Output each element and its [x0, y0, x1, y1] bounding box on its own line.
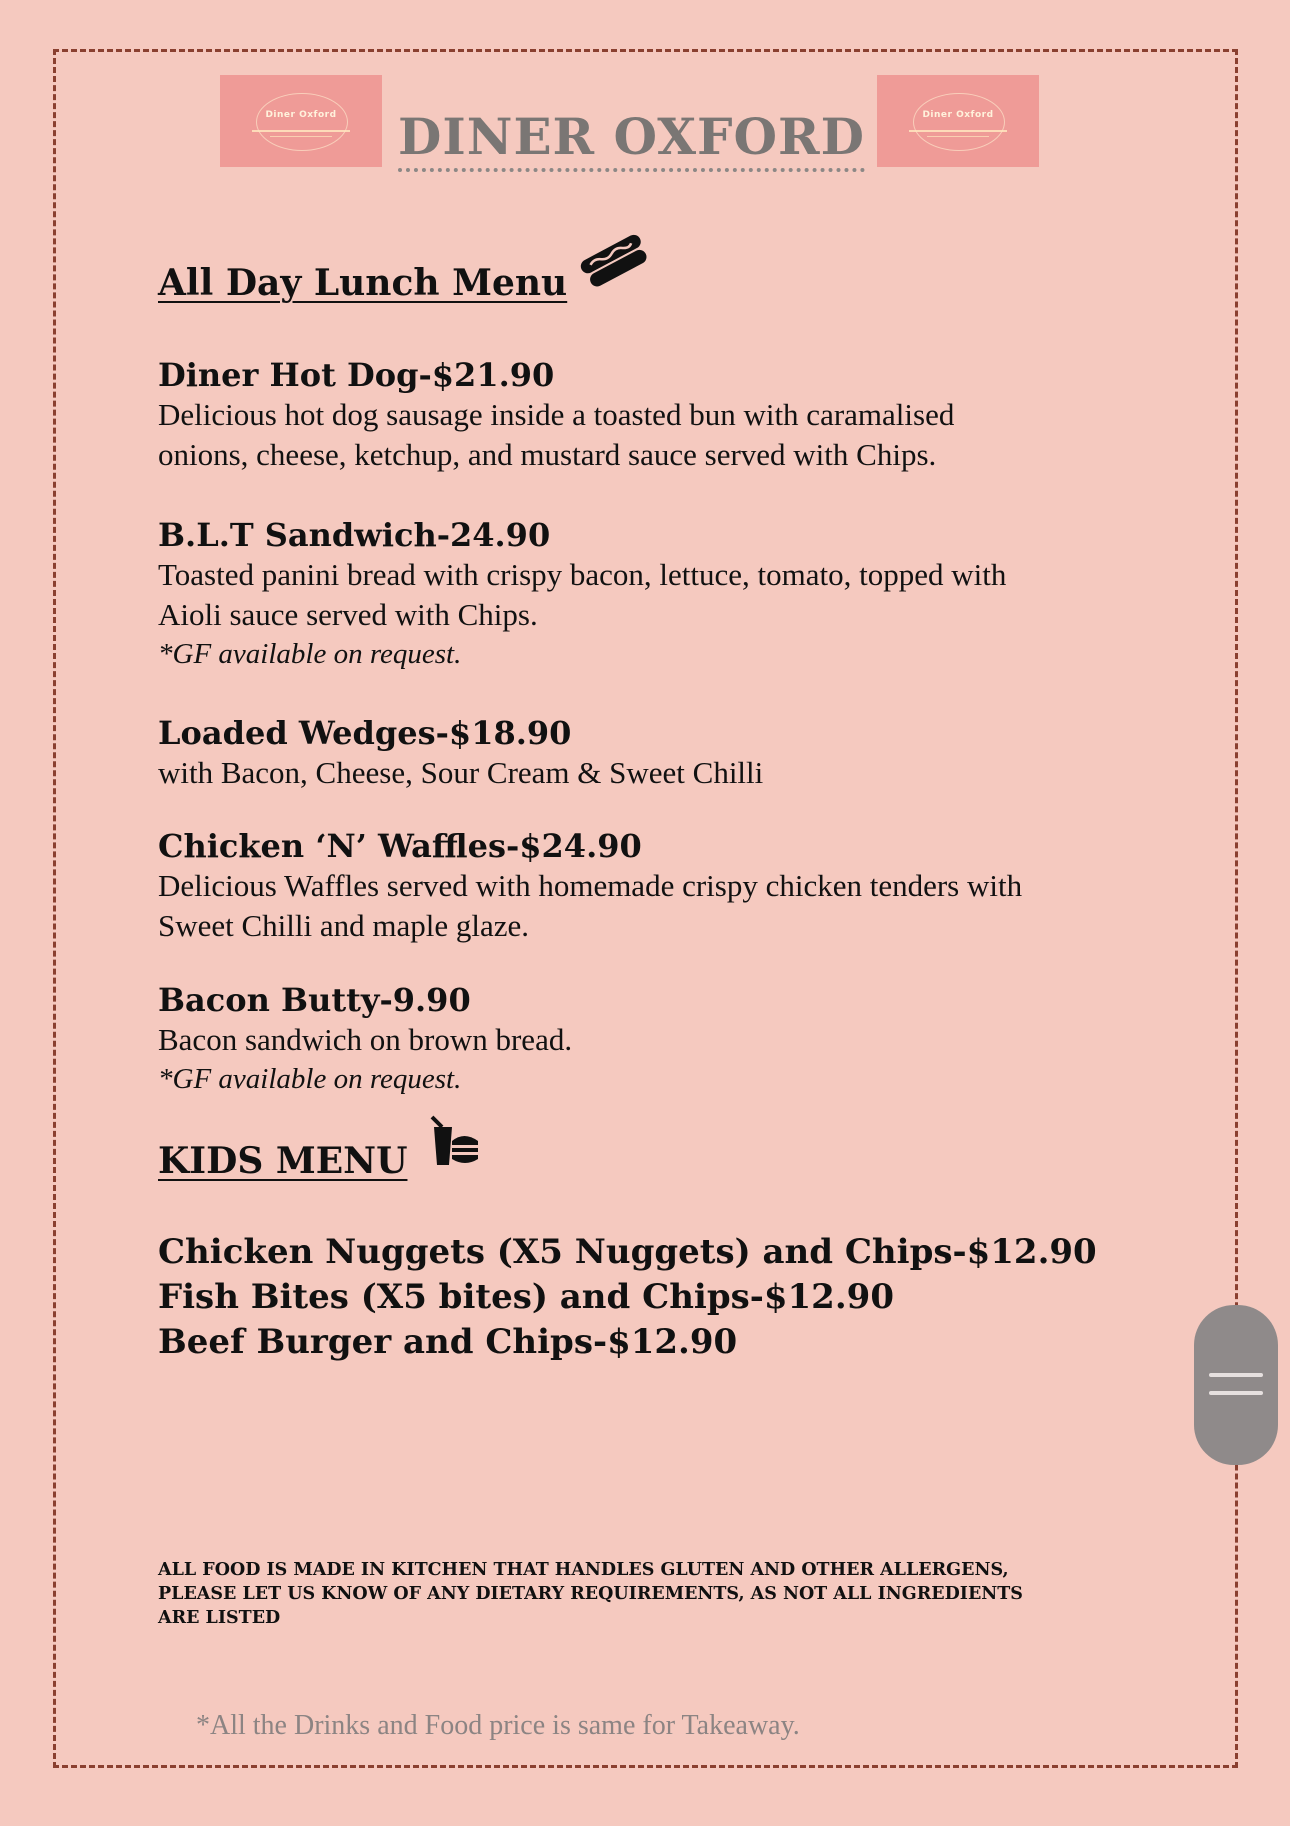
allergen-line: PLEASE LET US KNOW OF ANY DIETARY REQUIREMENTS, AS NOT ALL INGREDIENTS — [158, 1584, 1023, 1604]
logo-tagline-line — [270, 136, 332, 137]
logo-fork-line — [252, 130, 350, 132]
item-description-line: onions, cheese, ketchup, and mustard sauce served with Chips. — [158, 437, 937, 472]
kids-menu-item: Chicken Nuggets (X5 Nuggets) and Chips-$12.90 — [158, 1232, 1097, 1272]
item-description-line: with Bacon, Cheese, Sour Cream & Sweet Chilli — [158, 755, 764, 790]
item-description-line: Delicious Waffles served with homemade crispy chicken tenders with — [158, 868, 1023, 903]
item-note: *GF available on request. — [158, 638, 462, 670]
item-name: B.L.T Sandwich-24.90 — [158, 516, 551, 554]
page-title: DINER OXFORD — [398, 108, 865, 172]
scroll-handle[interactable] — [1194, 1305, 1278, 1465]
logo-ring — [913, 93, 1005, 151]
menu-item-loaded-wedges — [158, 713, 1158, 793]
kids-menu-item: Beef Burger and Chips-$12.90 — [158, 1322, 738, 1362]
logo-right — [877, 75, 1039, 167]
item-name: Loaded Wedges-$18.90 — [158, 714, 572, 752]
lunch-menu-heading: All Day Lunch Menu — [158, 262, 568, 304]
item-description-line: Delicious hot dog sausage inside a toasted bun with caramalised — [158, 397, 955, 432]
scroll-handle-grip — [1209, 1373, 1263, 1377]
logo-ring — [256, 93, 348, 151]
item-name: Bacon Butty-9.90 — [158, 981, 471, 1019]
item-name: Diner Hot Dog-$21.90 — [158, 356, 555, 394]
kids-menu-heading: KIDS MENU — [158, 1140, 408, 1182]
item-note: *GF available on request. — [158, 1063, 462, 1095]
menu-item-hot-dog — [158, 355, 1158, 475]
logo-left — [220, 75, 382, 167]
item-description-line: Sweet Chilli and maple glaze. — [158, 908, 530, 943]
hotdog-icon — [578, 232, 652, 296]
item-name: Chicken ‘N’ Waffles-$24.90 — [158, 827, 642, 865]
kids-meal-icon — [428, 1115, 484, 1175]
allergen-notice — [158, 1558, 1118, 1630]
kids-menu-list — [158, 1230, 1097, 1365]
logo-tagline-line — [927, 136, 989, 137]
allergen-line: ARE LISTED — [158, 1608, 281, 1628]
item-description-line: Bacon sandwich on brown bread. — [158, 1022, 573, 1057]
logo-text: Diner Oxford — [922, 110, 994, 120]
takeaway-note: *All the Drinks and Food price is same for Takeaway. — [196, 1710, 800, 1741]
item-description-line: Toasted panini bread with crispy bacon, lettuce, tomato, topped with — [158, 557, 1007, 592]
item-description-line: Aioli sauce served with Chips. — [158, 597, 538, 632]
scroll-handle-grip — [1209, 1391, 1263, 1395]
logo-text: Diner Oxford — [265, 110, 337, 120]
kids-menu-item: Fish Bites (X5 bites) and Chips-$12.90 — [158, 1277, 894, 1317]
menu-item-bacon-butty — [158, 980, 1158, 1098]
logo-fork-line — [909, 130, 1007, 132]
menu-item-chicken-waffles — [158, 826, 1158, 946]
allergen-line: ALL FOOD IS MADE IN KITCHEN THAT HANDLES GLUTEN AND OTHER ALLERGENS, — [158, 1560, 1009, 1580]
menu-item-blt-sandwich — [158, 515, 1158, 673]
